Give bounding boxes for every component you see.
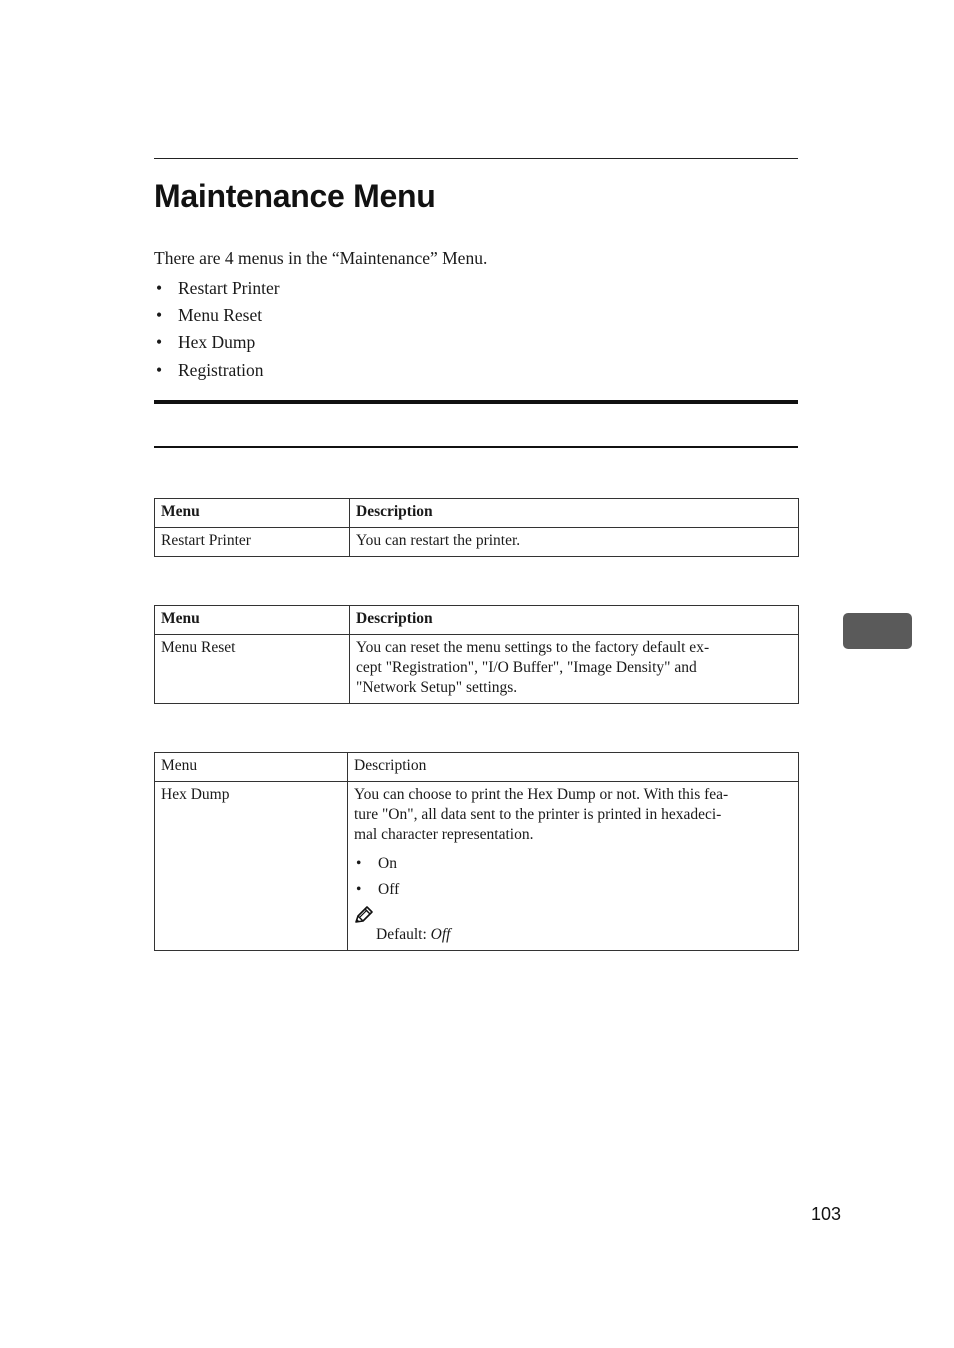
bullet: •	[156, 359, 163, 380]
table-header-row	[155, 499, 799, 528]
header-menu: Menu	[155, 753, 348, 782]
default-label: Default:	[376, 926, 427, 943]
table-row	[155, 528, 799, 557]
page-number: 103	[811, 1204, 842, 1224]
description-line: ture "On", all data sent to the printer is printed in hexadeci-	[354, 806, 722, 823]
header-rule	[154, 158, 798, 159]
bullet: •	[156, 305, 163, 326]
cell-description: You can restart the printer.	[350, 528, 799, 557]
list-item	[154, 275, 280, 302]
option-list	[354, 851, 792, 903]
chapter-thumb-tab	[843, 613, 912, 649]
cell-menu: Menu Reset	[155, 635, 350, 704]
description-line: You can reset the menu settings to the factory default ex-	[356, 639, 710, 656]
cell-description	[350, 635, 799, 704]
table-header-row	[155, 606, 799, 635]
option-label: On	[378, 855, 397, 872]
description-line: cept "Registration", "I/O Buffer", "Image Density" and	[356, 659, 697, 676]
table-header-row	[155, 753, 799, 782]
list-item-label: Menu Reset	[178, 305, 263, 326]
option-label: Off	[378, 881, 400, 898]
header-description: Description	[348, 753, 799, 782]
bullet: •	[156, 332, 163, 353]
header-menu: Menu	[155, 499, 350, 528]
intro-text: There are 4 menus in the “Maintenance” Menu.	[154, 248, 488, 268]
cell-description	[348, 782, 799, 951]
header-description: Description	[350, 606, 799, 635]
list-item-label: Hex Dump	[178, 332, 256, 353]
menu-reset-table	[154, 605, 799, 704]
header-menu: Menu	[155, 606, 350, 635]
bullet: •	[356, 881, 362, 898]
cell-menu: Hex Dump	[155, 782, 348, 951]
table-row	[155, 635, 799, 704]
default-value: Off	[430, 926, 451, 943]
list-item	[354, 851, 792, 877]
restart-printer-table	[154, 498, 799, 557]
list-item	[154, 329, 280, 356]
list-item	[354, 877, 792, 903]
list-item	[154, 357, 280, 384]
list-item-label: Registration	[178, 359, 264, 380]
default-setting	[354, 925, 792, 945]
header-description: Description	[350, 499, 799, 528]
table-row	[155, 782, 799, 951]
bullet: •	[156, 278, 163, 298]
list-item	[154, 302, 280, 329]
cell-menu: Restart Printer	[155, 528, 350, 557]
page-title: Maintenance Menu	[154, 178, 436, 214]
description-line: mal character representation.	[354, 826, 534, 843]
bullet: •	[356, 855, 362, 872]
pencil-note-icon	[354, 905, 374, 925]
maintenance-menu-list	[154, 275, 280, 384]
hex-dump-table	[154, 752, 799, 951]
section-rule-thick	[154, 400, 798, 404]
description-line: "Network Setup" settings.	[356, 679, 518, 696]
description-line: You can choose to print the Hex Dump or not. With this fea-	[354, 786, 729, 803]
section-rule-thin	[154, 446, 798, 448]
list-item-label: Restart Printer	[178, 278, 280, 298]
